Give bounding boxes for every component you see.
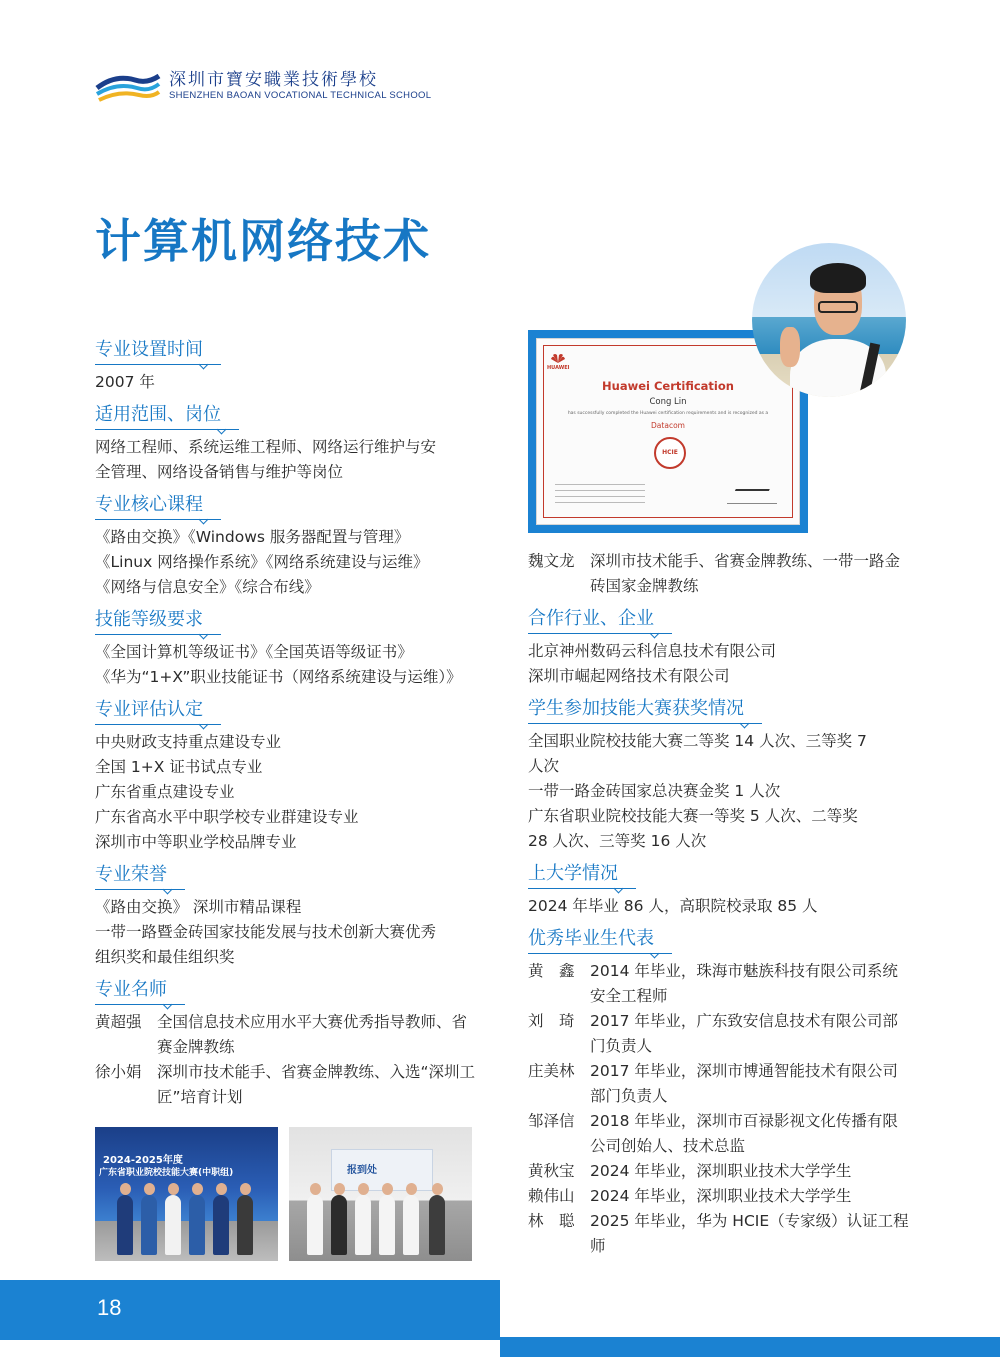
teacher-row [528, 549, 913, 599]
graduate-desc: 2025 年毕业，华为 HCIE（专家级）认证工程师 [590, 1212, 909, 1255]
graduate-desc: 2018 年毕业，深圳市百禄影视文化传播有限公司创始人、技术总监 [590, 1112, 898, 1155]
graduate-row [528, 1209, 913, 1259]
person-figure [331, 1195, 347, 1255]
section-line: 北京神州数码云科信息技术有限公司 [528, 642, 777, 660]
person-figure [237, 1195, 253, 1255]
graduate-desc: 2017 年毕业，深圳市博通智能技术有限公司部门负责人 [590, 1062, 898, 1105]
section-partners [528, 607, 913, 689]
section-heading: 优秀毕业生代表 [528, 927, 654, 953]
left-column [95, 338, 480, 1118]
section-heading: 合作行业、企业 [528, 607, 654, 633]
graduate-row [528, 959, 913, 1009]
teacher-desc: 深圳市技术能手、省赛金牌教练、入选“深圳工匠”培育计划 [157, 1063, 476, 1106]
teacher-row [95, 1010, 480, 1060]
section-line: 《网络与信息安全》《综合布线》 [95, 578, 320, 596]
section-line: 网络工程师、系统运维工程师、网络运行维护与安 [95, 438, 437, 456]
section-line: 全国职业院校技能大赛二等奖 14 人次、三等奖 7 [528, 732, 867, 750]
teacher-name: 魏文龙 [528, 552, 575, 570]
school-emblem-icon [95, 70, 161, 102]
graduate-name: 庄美林 [528, 1062, 575, 1080]
section-line: 28 人次、三等奖 16 人次 [528, 832, 707, 850]
section-teachers [95, 978, 480, 1110]
page-title: 计算机网络技术 [95, 214, 431, 268]
section-heading: 专业评估认定 [95, 698, 203, 724]
section-honors [95, 863, 480, 970]
section-core-courses [95, 493, 480, 600]
section-heading: 专业荣誉 [95, 863, 167, 889]
right-column [528, 549, 913, 1267]
signature-icon [727, 487, 777, 504]
person-figure [403, 1195, 419, 1255]
competition-team-photo [95, 1127, 278, 1261]
graduate-name: 邹泽信 [528, 1112, 575, 1130]
section-heading: 适用范围、岗位 [95, 403, 221, 429]
section-line: 一带一路金砖国家总决赛金奖 1 人次 [528, 782, 781, 800]
person-figure [429, 1195, 445, 1255]
graduate-portrait [752, 243, 906, 397]
certificate-holder: Cong Lin [649, 397, 687, 407]
section-line: 《路由交换》 深圳市精品课程 [95, 898, 302, 916]
section-skill-certificates [95, 608, 480, 690]
photo-banner-subtitle: 广东省职业院校技能大赛(中职组) [99, 1168, 234, 1178]
section-line: 《全国计算机等级证书》《全国英语等级证书》 [95, 643, 413, 661]
graduate-desc: 2024 年毕业，深圳职业技术大学学生 [590, 1162, 852, 1180]
teacher-name: 黄超强 [95, 1013, 142, 1031]
section-line: 全管理、网络设备销售与维护等岗位 [95, 463, 344, 481]
footer-stripe [500, 1337, 1000, 1357]
person-figure [307, 1195, 323, 1255]
section-accreditation [95, 698, 480, 855]
photo-banner-title: 2024-2025年度 [103, 1155, 183, 1166]
teacher-desc: 全国信息技术应用水平大赛优秀指导教师、省赛金牌教练 [157, 1013, 468, 1056]
section-line: 《华为“1+X”职业技能证书（网络系统建设与运维）》 [95, 668, 462, 686]
person-figure [379, 1195, 395, 1255]
section-line: 一带一路暨金砖国家技能发展与技术创新大赛优秀 [95, 923, 437, 941]
certificate-statement: has successfully completed the Huawei certification requirements and is recognized as a [567, 411, 769, 416]
graduate-name: 林 聪 [528, 1212, 575, 1230]
teacher-row [95, 1060, 480, 1110]
section-line: 广东省高水平中职学校专业群建设专业 [95, 808, 359, 826]
section-line: 全国 1+X 证书试点专业 [95, 758, 263, 776]
school-name-en: SHENZHEN BAOAN VOCATIONAL TECHNICAL SCHOOL [169, 90, 432, 101]
section-heading: 专业设置时间 [95, 338, 203, 364]
person-figure [165, 1195, 181, 1255]
graduate-row [528, 1159, 913, 1184]
section-line: 《路由交换》《Windows 服务器配置与管理》 [95, 528, 410, 546]
page-number: 18 [97, 1295, 122, 1320]
portrait-hair [810, 263, 866, 293]
graduate-row [528, 1184, 913, 1209]
certificate-brand: HUAWEI [547, 365, 570, 371]
section-line: 广东省职业院校技能大赛一等奖 5 人次、二等奖 [528, 807, 858, 825]
graduate-name: 黄 鑫 [528, 962, 575, 980]
section-heading: 上大学情况 [528, 862, 618, 888]
registration-sign-text: 报到处 [347, 1165, 377, 1176]
school-logo [95, 70, 431, 102]
person-figure [141, 1195, 157, 1255]
section-line: 2024 年毕业 86 人，高职院校录取 85 人 [528, 897, 818, 915]
huawei-logo-icon [551, 353, 565, 363]
graduate-desc: 2014 年毕业，珠海市魅族科技有限公司系统安全工程师 [590, 962, 898, 1005]
graduate-desc: 2017 年毕业，广东致安信息技术有限公司部门负责人 [590, 1012, 898, 1055]
graduate-name: 赖伟山 [528, 1187, 575, 1205]
hcie-badge: HCIE [654, 437, 686, 469]
section-university [528, 862, 913, 919]
certificate-fine-print [555, 484, 645, 508]
certificate-title: Huawei Certification [602, 379, 734, 393]
section-established [95, 338, 480, 395]
section-line: 2007 年 [95, 373, 155, 391]
section-line: 《Linux 网络操作系统》《网络系统建设与运维》 [95, 553, 429, 571]
section-line: 人次 [528, 757, 560, 775]
section-positions [95, 403, 480, 485]
section-line: 组织奖和最佳组织奖 [95, 948, 235, 966]
section-line: 深圳市中等职业学校品牌专业 [95, 833, 297, 851]
section-graduates [528, 927, 913, 1259]
person-figure [189, 1195, 205, 1255]
teacher-desc: 深圳市技术能手、省赛金牌教练、一带一路金砖国家金牌教练 [590, 552, 901, 595]
section-heading: 专业名师 [95, 978, 167, 1004]
section-line: 广东省重点建设专业 [95, 783, 235, 801]
certificate-track: Datacom [651, 421, 685, 430]
school-name-cn: 深圳市寶安職業技術學校 [169, 70, 378, 90]
award-ceremony-photo [289, 1127, 472, 1261]
section-heading: 学生参加技能大赛获奖情况 [528, 697, 744, 723]
graduate-row [528, 1009, 913, 1059]
person-figure [117, 1195, 133, 1255]
certificate-paper [536, 338, 800, 525]
portrait-glasses [818, 301, 858, 313]
graduate-name: 刘 琦 [528, 1012, 575, 1030]
section-heading: 专业核心课程 [95, 493, 203, 519]
teacher-name: 徐小娟 [95, 1063, 142, 1081]
section-line: 深圳市崛起网络技术有限公司 [528, 667, 730, 685]
section-teacher-wei [528, 549, 913, 599]
section-heading: 技能等级要求 [95, 608, 203, 634]
portrait-hand [780, 327, 800, 367]
section-competition-awards [528, 697, 913, 854]
graduate-row [528, 1109, 913, 1159]
section-line: 中央财政支持重点建设专业 [95, 733, 282, 751]
graduate-row [528, 1059, 913, 1109]
footer-bar [0, 1280, 500, 1340]
graduate-name: 黄秋宝 [528, 1162, 575, 1180]
person-figure [355, 1195, 371, 1255]
person-figure [213, 1195, 229, 1255]
graduate-desc: 2024 年毕业，深圳职业技术大学学生 [590, 1187, 852, 1205]
